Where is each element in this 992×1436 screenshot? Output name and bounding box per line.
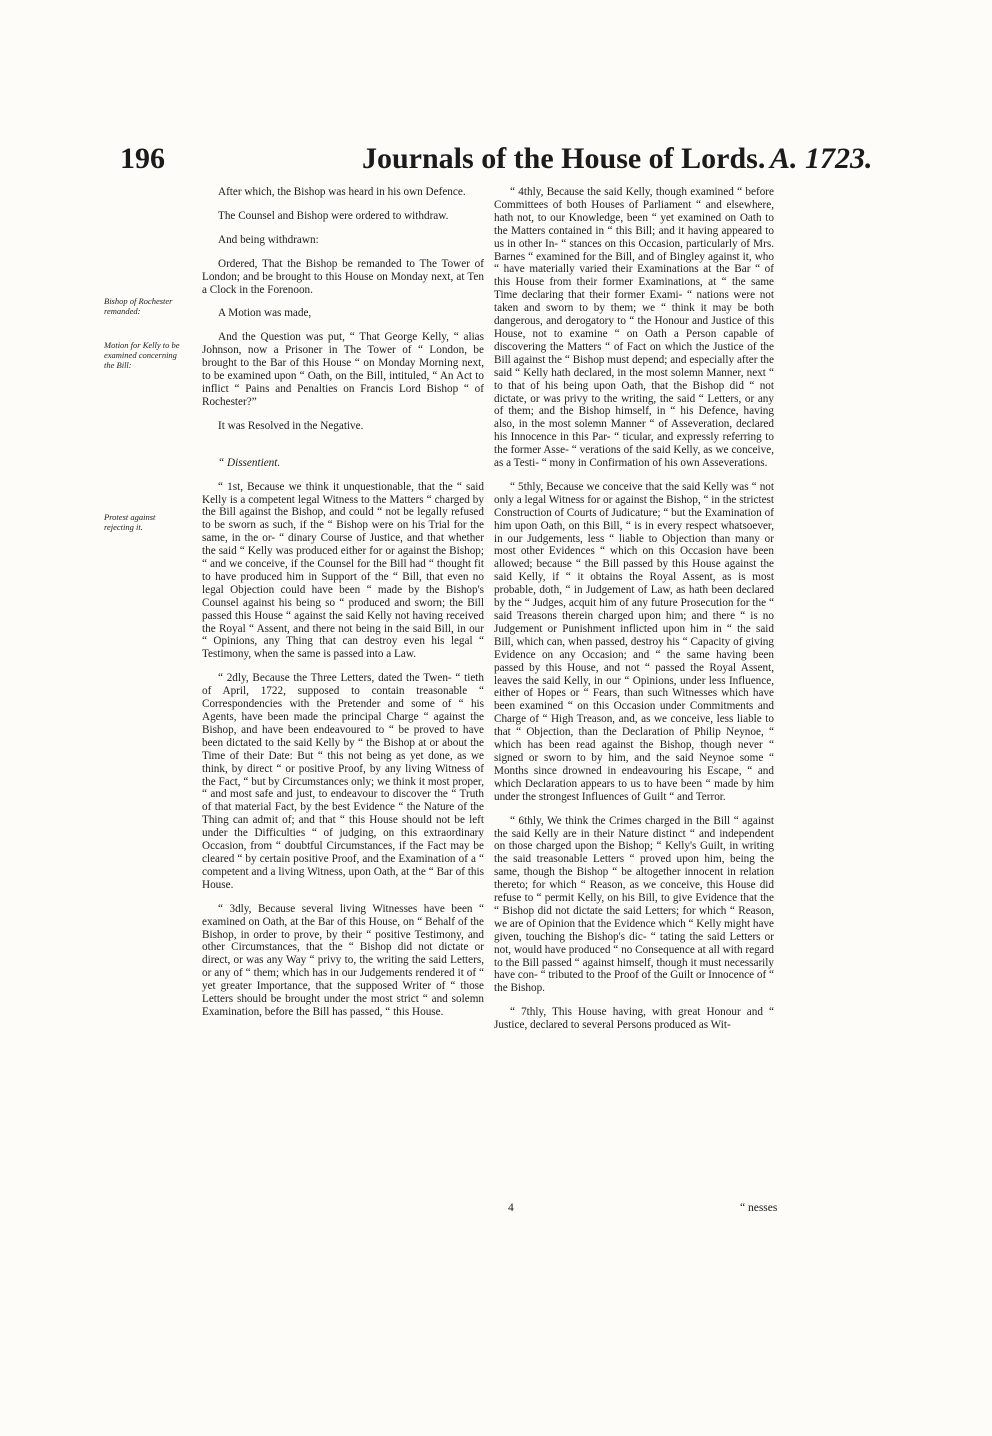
resolution: It was Resolved in the Negative. — [218, 419, 364, 432]
signature-mark: 4 — [508, 1202, 514, 1214]
page-number: 196 — [120, 142, 165, 175]
protest-reason-3: “ 3dly, Because several living Witnesses have been “ examined on Oath, at the Bar of this House, on “ Behalf of the Bishop, in order to prove, by their “ positive Testimony, and other Circumstances, that the “ Bishop did not dictate or direct, or was any Way “ privy to, the writing the said Letters, or any of “ them; which has in our Judgements rendered it of “ yet greater Importance, that the supposed Writer of “ those Letters should be brought under the most strict “ and solemn Examination, before the Bill has passed, “ this House. — [202, 902, 484, 1018]
catchword: “ nesses — [740, 1202, 778, 1214]
left-column — [202, 186, 484, 1019]
right-column — [494, 186, 774, 1032]
page-year: A. 1723. — [770, 142, 873, 175]
margin-note-protest: Protest against rejecting it. — [104, 512, 156, 532]
protest-reason-6: “ 6thly, We think the Crimes charged in the Bill “ against the said Kelly are in their Nature distinct “ and independent on those charged upon the Bishop; “ Kelly's Guilt, in writing the said treasonable Letters “ proved upon him, being the same, though the Bishop “ be altogether innocent in relation thereto; for which “ Reason, as we conceive, this House did refuse to “ permit Kelly, on his Bill, to give Evidence that the “ Bishop did not dictate the said Letters; for which “ Reason, we are of Opinion that the Evidence which “ Kelly might have given, touching the Bishop's dic- “ tating the said Letters or not, would have produced “ no Consequence at all with regard to the Bill passed “ against himself, though it must necessarily have con- “ tributed to the Proof of the Guilt or Innocence of “ the Bishop. — [494, 814, 774, 995]
paragraph: A Motion was made, — [218, 307, 312, 320]
protest-reason-2: “ 2dly, Because the Three Letters, dated the Twen- “ tieth of April, 1722, supposed to contain treasonable “ Correspondencies with the Pretender and some of “ his Agents, have been made the principal Charge “ against the Bishop, and have been endeavoured to “ be proved to have been dictated to the said Kelly by “ the Bishop at or about the Time of their Date: But “ this not being as yet done, as we think, by direct “ or positive Proof, by any living Witness of the Fact, “ but by Circumstances only; we think it most proper, “ and most safe and just, to endeavour to discover the “ Truth of that material Fact, by the best Evidence “ the Nature of the Thing can admit of; and that “ this House should not be left under the Difficulties “ of judging, on this extraordinary Occasion, from “ doubtful Circumstances, if the Fact may be cleared “ by certain positive Proof, and the Examination of a “ competent and a living Witness, upon Oath, at the “ Bar of this House. — [202, 672, 484, 891]
paragraph: After which, the Bishop was heard in his own Defence. — [218, 186, 466, 198]
margin-note-bishop-remanded: Bishop of Rochester remanded: — [104, 296, 173, 316]
protest-reason-4: “ 4thly, Because the said Kelly, though examined “ before Committees of both Houses of Parliament “ and elsewhere, hath not, to our Knowledge, been “ yet examined on Oath to the Matters contained in “ this Bill; and it having appeared to us in other In- “ stances on this Occasion, particularly of Mrs. Barnes “ examined for the Bill, and of Bingley against it, who “ have materially varied their Examinations at the Bar “ of this House from their former Examinations, at “ the same Time declaring that their former Exami- “ nations were not taken and sworn to by them; we “ think it may be both dangerous, and derogatory to “ the Honour and Justice of this House, not to examine “ on Oath a Person capable of discovering the Matters “ of Fact on which the Justice of the Bill against the “ Bishop must depend; and especially after the said “ Kelly hath declared, in the most solemn Manner, next “ to that of his being upon Oath, that the Bishop did “ not dictate, or was privy to the writing, the said “ Letters, or any of them; and the Bishop himself, in “ his Defence, having also, in the most solemn Manner “ of Asseveration, declared his Innocence in this Par- “ ticular, and expressly referring to the former Asse- “ verations of the said Kelly, as we conceive, as a Testi- “ mony in Confirmation of his own Asseverations. — [494, 186, 774, 470]
margin-note-motion-kelly: Motion for Kelly to be examined concerning the Bill: — [104, 340, 180, 370]
protest-reason-7: “ 7thly, This House having, with great Honour and “ Justice, declared to several Persons produced as Wit- — [494, 1006, 774, 1032]
question-paragraph: And the Question was put, “ That George Kelly, “ alias Johnson, now a Prisoner in The Tower of “ London, be brought to the Bar of this House “ on Monday Morning next, to be examined upon “ Oath, on the Bill, intituled, “ An Act to inflict “ Pains and Penalties on Francis Lord Bishop “ of Rochester?” — [202, 331, 484, 408]
protest-reason-1: “ 1st, Because we think it unquestionable, that the “ said Kelly is a competent legal Witness to the Matters “ charged by the Bill against the Bishop, and could “ not be legally refused to be sworn as such, if the “ Bishop were on his Trial for the same, in the or- “ dinary Course of Justice, and that whether the said “ Kelly was produced either for or against the Bishop; “ and we conceive, if the Counsel for the Bill had “ thought fit to have produced him in Support of the “ Bill, that even no legal Objection could have been “ made by the Bishop's Counsel against his being so “ produced and sworn; the Bill passed this House “ against the said Kelly not having received the Royal “ Assent, and there not being in the said Bill, in our “ Opinions, any Thing that can destroy even his legal “ Testimony, when the same is passed into a Law. — [202, 480, 484, 661]
dissentient-heading: “ Dissentient. — [218, 456, 281, 469]
order-paragraph: Ordered, That the Bishop be remanded to The Tower of London; and be brought to this House on Monday next, at Ten a Clock in the Forenoon. — [202, 257, 484, 296]
page-title: Journals of the House of Lords. — [362, 142, 766, 175]
paragraph: And being withdrawn: — [218, 233, 319, 246]
protest-reason-5: “ 5thly, Because we conceive that the said Kelly was “ not only a legal Witness for or against the Bishop, “ in the strictest Construction of Courts of Judicature; “ but the Examination of him upon Oath, on this Bill, “ is in every respect whatsoever, in our Judgements, less “ liable to Objection than many or most other Evidences “ which on this Occasion have been allowed; because “ the Bill passed by this House against the said Kelly, if “ it obtains the Royal Assent, as is most probable, doth, “ in Judgement of Law, as hath been declared by the “ Judges, acquit him of any future Prosecution for the “ said Treasons therein charged upon him; and there “ is no Judgement or Punishment inflicted upon him in “ the said Bill, which can, when passed, destroy his “ Capacity of giving Evidence on any Occasion; and “ the same having been passed by this House, and not “ passed the Royal Assent, leaves the said Kelly, in our “ Opinions, under less Influence, either of Hopes or “ Fears, than such Witnesses which have been examined “ on this Occasion under Commitments and Charge of “ High Treason, and, as we conceive, less liable to that “ Objection, than the Declaration of Philip Neynoe, “ which has been read against the Bishop, though never “ signed or sworn to by him, and the said Neynoe some “ Months since drowned in endeavouring his Escape, “ and which Declaration appears to us to have been “ made by him under the strongest Influences of Guilt “ and Terror. — [494, 480, 774, 803]
paragraph: The Counsel and Bishop were ordered to withdraw. — [218, 209, 449, 222]
